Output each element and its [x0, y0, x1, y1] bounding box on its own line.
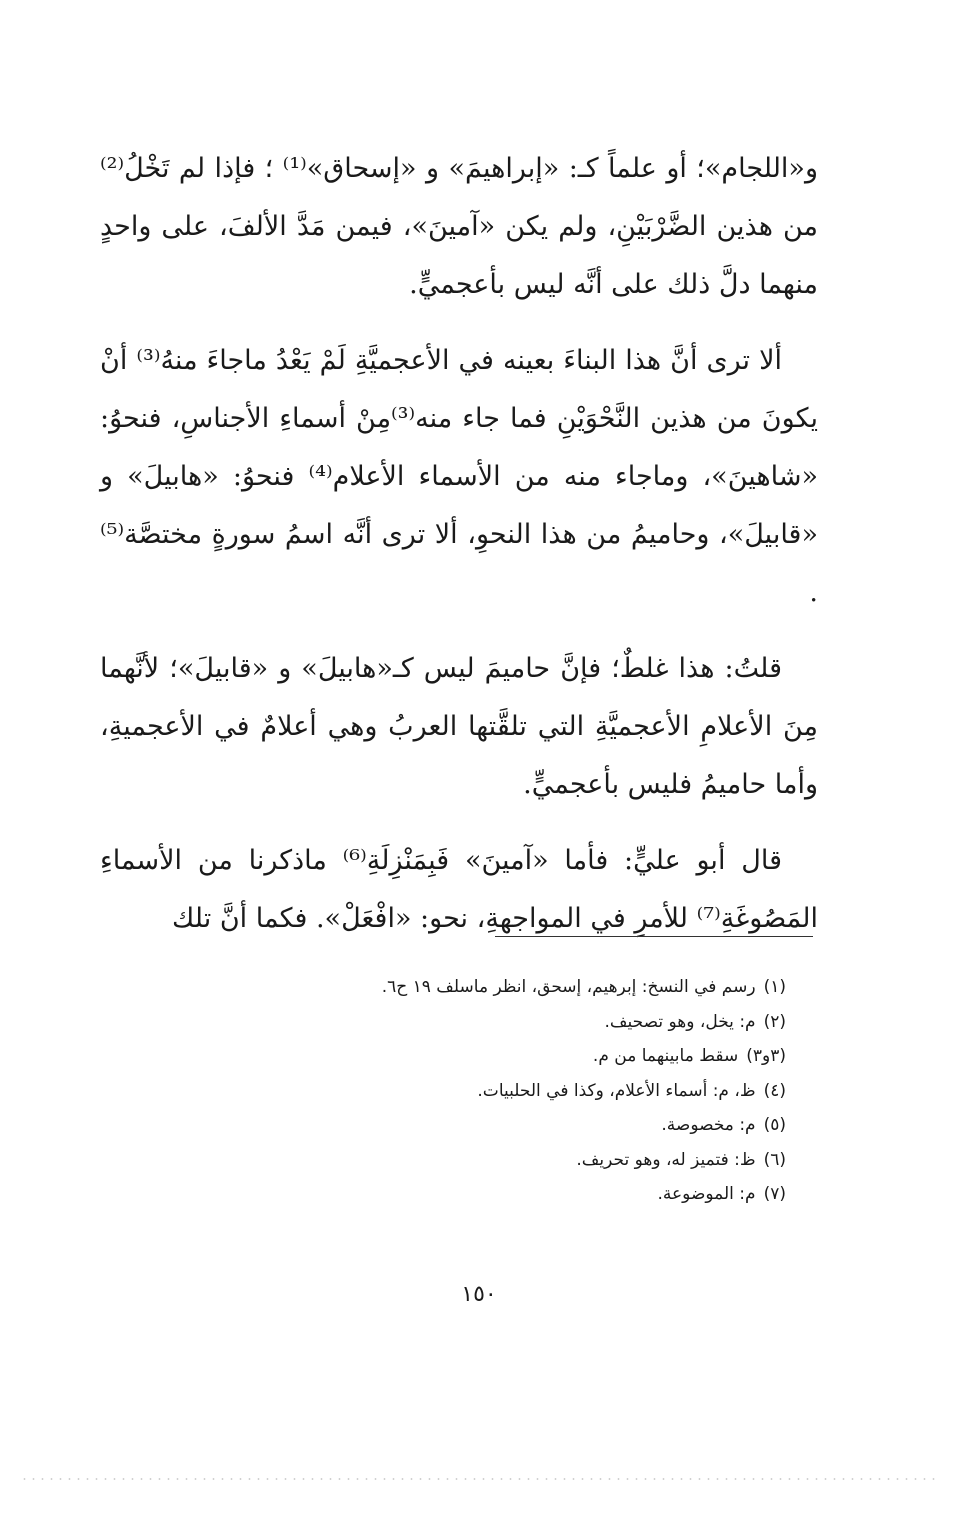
paragraph-4: قال أبو عليٍّ: فأما «آمينَ» فَبِمَنْزِلَةِ⁽⁶⁾ ماذكرنا من الأسماءِ المَصُوغَةِ⁽⁷⁾ للأمرِ في المواجهةِ، نحو: «افْعَلْ». فكما أنَّ تلك — [100, 845, 818, 934]
paragraph-1: و«اللجام»؛ أو علماً كـ: «إبراهيمَ» و «إسحاق»⁽¹⁾ ؛ فإذا لم تَخْلُ⁽²⁾ من هذين الضَّرْبَيْنِ، ولم يكن «آمينَ»، فيمن مَدَّ الألفَ، على واحدٍ منهما دلَّ ذلك على أنَّه ليس بأعجميٍّ. — [100, 153, 818, 300]
footnote-number: (٢) — [763, 1011, 786, 1032]
footnote-number: (٥) — [763, 1115, 786, 1135]
footnote-item — [240, 970, 786, 1005]
footnote-text: رسم في النسخ: إبرهيم، إسحق، انظر ماسلف ١٩ ح٦. — [381, 977, 756, 997]
footnote-number: (٧) — [763, 1184, 786, 1204]
footnote-number: (١) — [763, 977, 786, 997]
footnote-item — [240, 1177, 786, 1212]
footnote-number: (٦) — [763, 1149, 786, 1170]
footnotes — [240, 970, 786, 1212]
footnote-text: م: يخل، وهو تصحيف. — [604, 1011, 756, 1032]
footnote-item — [240, 1108, 786, 1143]
main-text — [100, 140, 818, 966]
scan-artifact-dots — [20, 1478, 938, 1480]
footnote-item — [240, 1143, 786, 1178]
footnote-text: م: مخصوصة. — [661, 1115, 756, 1135]
paragraph-3: قلتُ: هذا غلطٌ؛ فإنَّ حاميمَ ليس كـ«هابيلَ» و «قابيلَ»؛ لأنَّهما مِنَ الأعلامِ الأعجميَّةِ التي تلقَّتها العربُ وهي أعلامٌ في الأعجميةِ، وأما حاميمُ فليس بأعجميٍّ. — [100, 653, 818, 800]
page-number: ١٥٠ — [461, 1282, 497, 1307]
footnote-text: سقط مابينهما من م. — [592, 1046, 739, 1066]
footnote-text: ظ، م: أسماء الأعلام، وكذا في الحلبيات. — [477, 1080, 756, 1101]
footnote-item — [240, 1005, 786, 1040]
footnote-separator — [495, 936, 813, 937]
footnote-text: ظ: فتميز له، وهو تحريف. — [576, 1149, 756, 1170]
footnote-item — [240, 1039, 786, 1074]
footnote-number: (٣و٣) — [746, 1046, 786, 1066]
footnote-text: م: الموضوعة. — [657, 1184, 756, 1204]
footnote-number: (٤) — [763, 1080, 786, 1101]
footnote-item — [240, 1074, 786, 1109]
paragraph-2: ألا ترى أنَّ هذا البناءَ بعينه في الأعجميَّةِ لَمْ يَعْدُ ماجاءَ منهُ⁽³⁾ أنْ يكونَ من هذين النَّحْوَيْنِ فما جاء منه⁽³⁾مِنْ أسماءِ الأجناسِ، فنحوُ: «شاهينَ»، وماجاء منه من الأسماء الأعلام⁽⁴⁾ فنحوُ: «هابيلَ» و «قابيلَ»، وحاميمُ من هذا النحوِ، ألا ترى أنَّه اسمُ سورةٍ مختصَّة⁽⁵⁾ . — [100, 345, 819, 608]
